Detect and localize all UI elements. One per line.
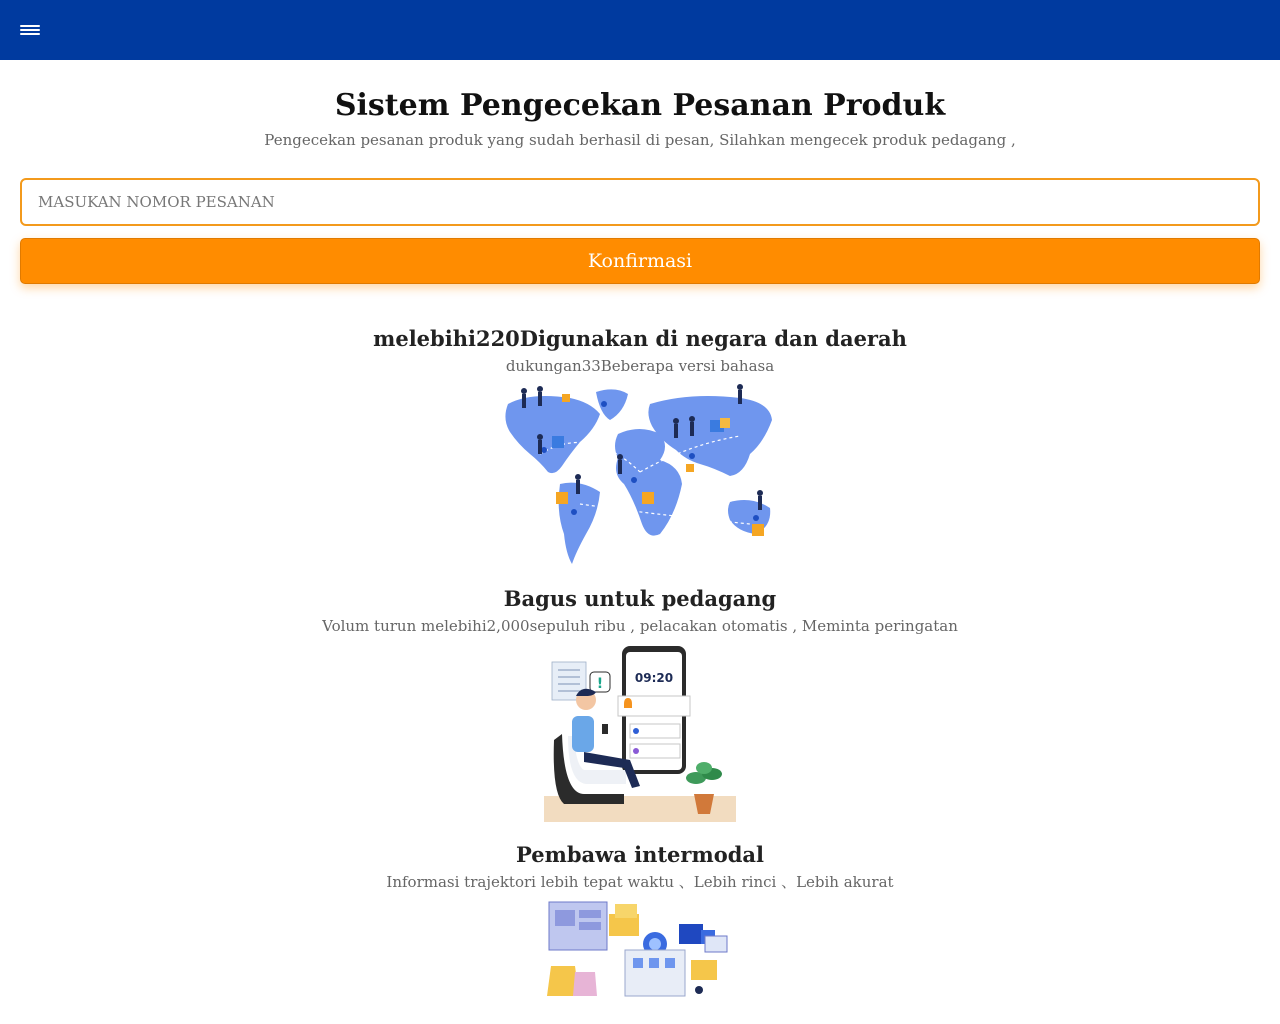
- feature-title: Pembawa intermodal: [516, 842, 764, 867]
- page-title: Sistem Pengecekan Pesanan Produk: [334, 88, 946, 123]
- hero-section: [0, 88, 1280, 150]
- page-subtitle: Pengecekan pesanan produk yang sudah berhasil di pesan, Silahkan mengecek produk pedagang ,: [264, 131, 1016, 149]
- feature-intermodal: [0, 842, 1280, 1000]
- feature-subtitle: Informasi trajektori lebih tepat waktu 、Lebih rinci 、Lebih akurat: [386, 873, 894, 891]
- order-number-input[interactable]: [20, 178, 1260, 226]
- phone-notification-illustration: [544, 644, 736, 822]
- hamburger-menu-icon[interactable]: [20, 22, 40, 38]
- svg-text:!: !: [596, 676, 604, 692]
- logistics-illustration: [545, 900, 735, 1000]
- world-map-illustration: [500, 384, 780, 566]
- feature-subtitle: Volum turun melebihi2,000sepuluh ribu , pelacakan otomatis , Meminta peringatan: [322, 617, 958, 635]
- feature-title: melebihi220Digunakan di negara dan daerah: [373, 326, 907, 351]
- order-search-form: [20, 178, 1260, 284]
- feature-subtitle: dukungan33Beberapa versi bahasa: [505, 357, 775, 375]
- top-navbar: [0, 0, 1280, 60]
- confirm-button[interactable]: Konfirmasi: [20, 238, 1260, 284]
- feature-countries: [0, 326, 1280, 566]
- feature-title: Bagus untuk pedagang: [503, 586, 777, 611]
- phone-clock: 09:20: [634, 671, 674, 685]
- feature-merchants: [0, 586, 1280, 822]
